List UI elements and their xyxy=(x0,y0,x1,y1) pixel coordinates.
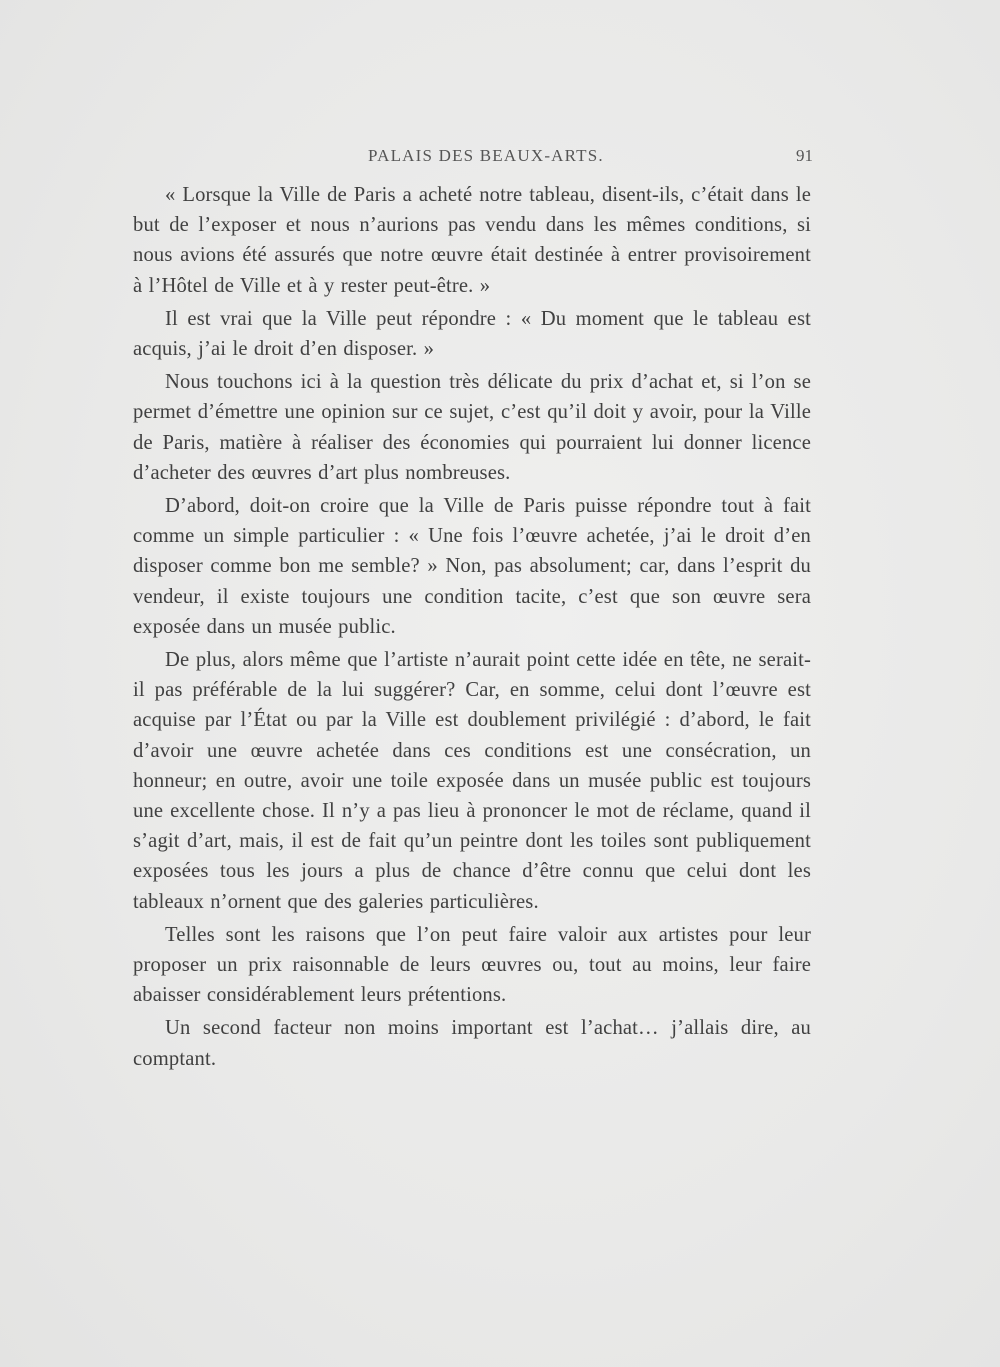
paragraph: Telles sont les raisons que l’on peut faire valoir aux artistes pour leur proposer un prix raisonnable de leurs œuvres ou, tout au moins, leur faire abaisser considérablement leurs prétentions. xyxy=(133,923,811,1007)
running-title: PALAIS DES BEAUX-ARTS. xyxy=(368,146,604,165)
body-text xyxy=(133,180,811,1077)
paragraph: Il est vrai que la Ville peut répondre : « Du moment que le tableau est acquis, j’ai le droit d’en disposer. » xyxy=(133,307,811,361)
running-head xyxy=(133,146,813,170)
paragraph: De plus, alors même que l’artiste n’aurait point cette idée en tête, ne serait-il pas préférable de la lui suggérer? Car, en somme, celui dont l’œuvre est acquise par l’État ou par la Ville est doublement privilégié : d’abord, le fait d’avoir une œuvre achetée dans ces conditions est une consécration, un honneur; en outre, avoir une toile exposée dans un musée public est toujours une excellente chose. Il n’y a pas lieu à prononcer le mot de réclame, quand il s’agit d’art, mais, il est de fait qu’un peintre dont les toiles sont publiquement exposées tous les jours a plus de chance d’être connu que celui dont les tableaux n’ornent que des galeries particulières. xyxy=(133,649,811,913)
paragraph: D’abord, doit-on croire que la Ville de Paris puisse répondre tout à fait comme un simple particulier : « Une fois l’œuvre achetée, j’ai le droit d’en disposer comme bon me semble? » Non, pas absolument; car, dans l’esprit du vendeur, il existe toujours une condition tacite, c’est que son œuvre sera exposée dans un musée public. xyxy=(133,495,811,638)
page-number: 91 xyxy=(796,146,813,165)
paragraph: « Lorsque la Ville de Paris a acheté notre tableau, disent-ils, c’était dans le but de l’exposer et nous n’aurions pas vendu dans les mêmes conditions, si nous avions été assurés que notre œuvre était destinée à entrer provisoirement à l’Hôtel de Ville et à y rester peut-être. » xyxy=(133,184,811,297)
paragraph: Nous touchons ici à la question très délicate du prix d’achat et, si l’on se permet d’émettre une opinion sur ce sujet, c’est qu’il doit y avoir, pour la Ville de Paris, matière à réaliser des économies qui pourraient lui donner licence d’acheter des œuvres d’art plus nombreuses. xyxy=(133,371,811,484)
paragraph: Un second facteur non moins important est l’achat… j’allais dire, au comptant. xyxy=(133,1017,811,1070)
